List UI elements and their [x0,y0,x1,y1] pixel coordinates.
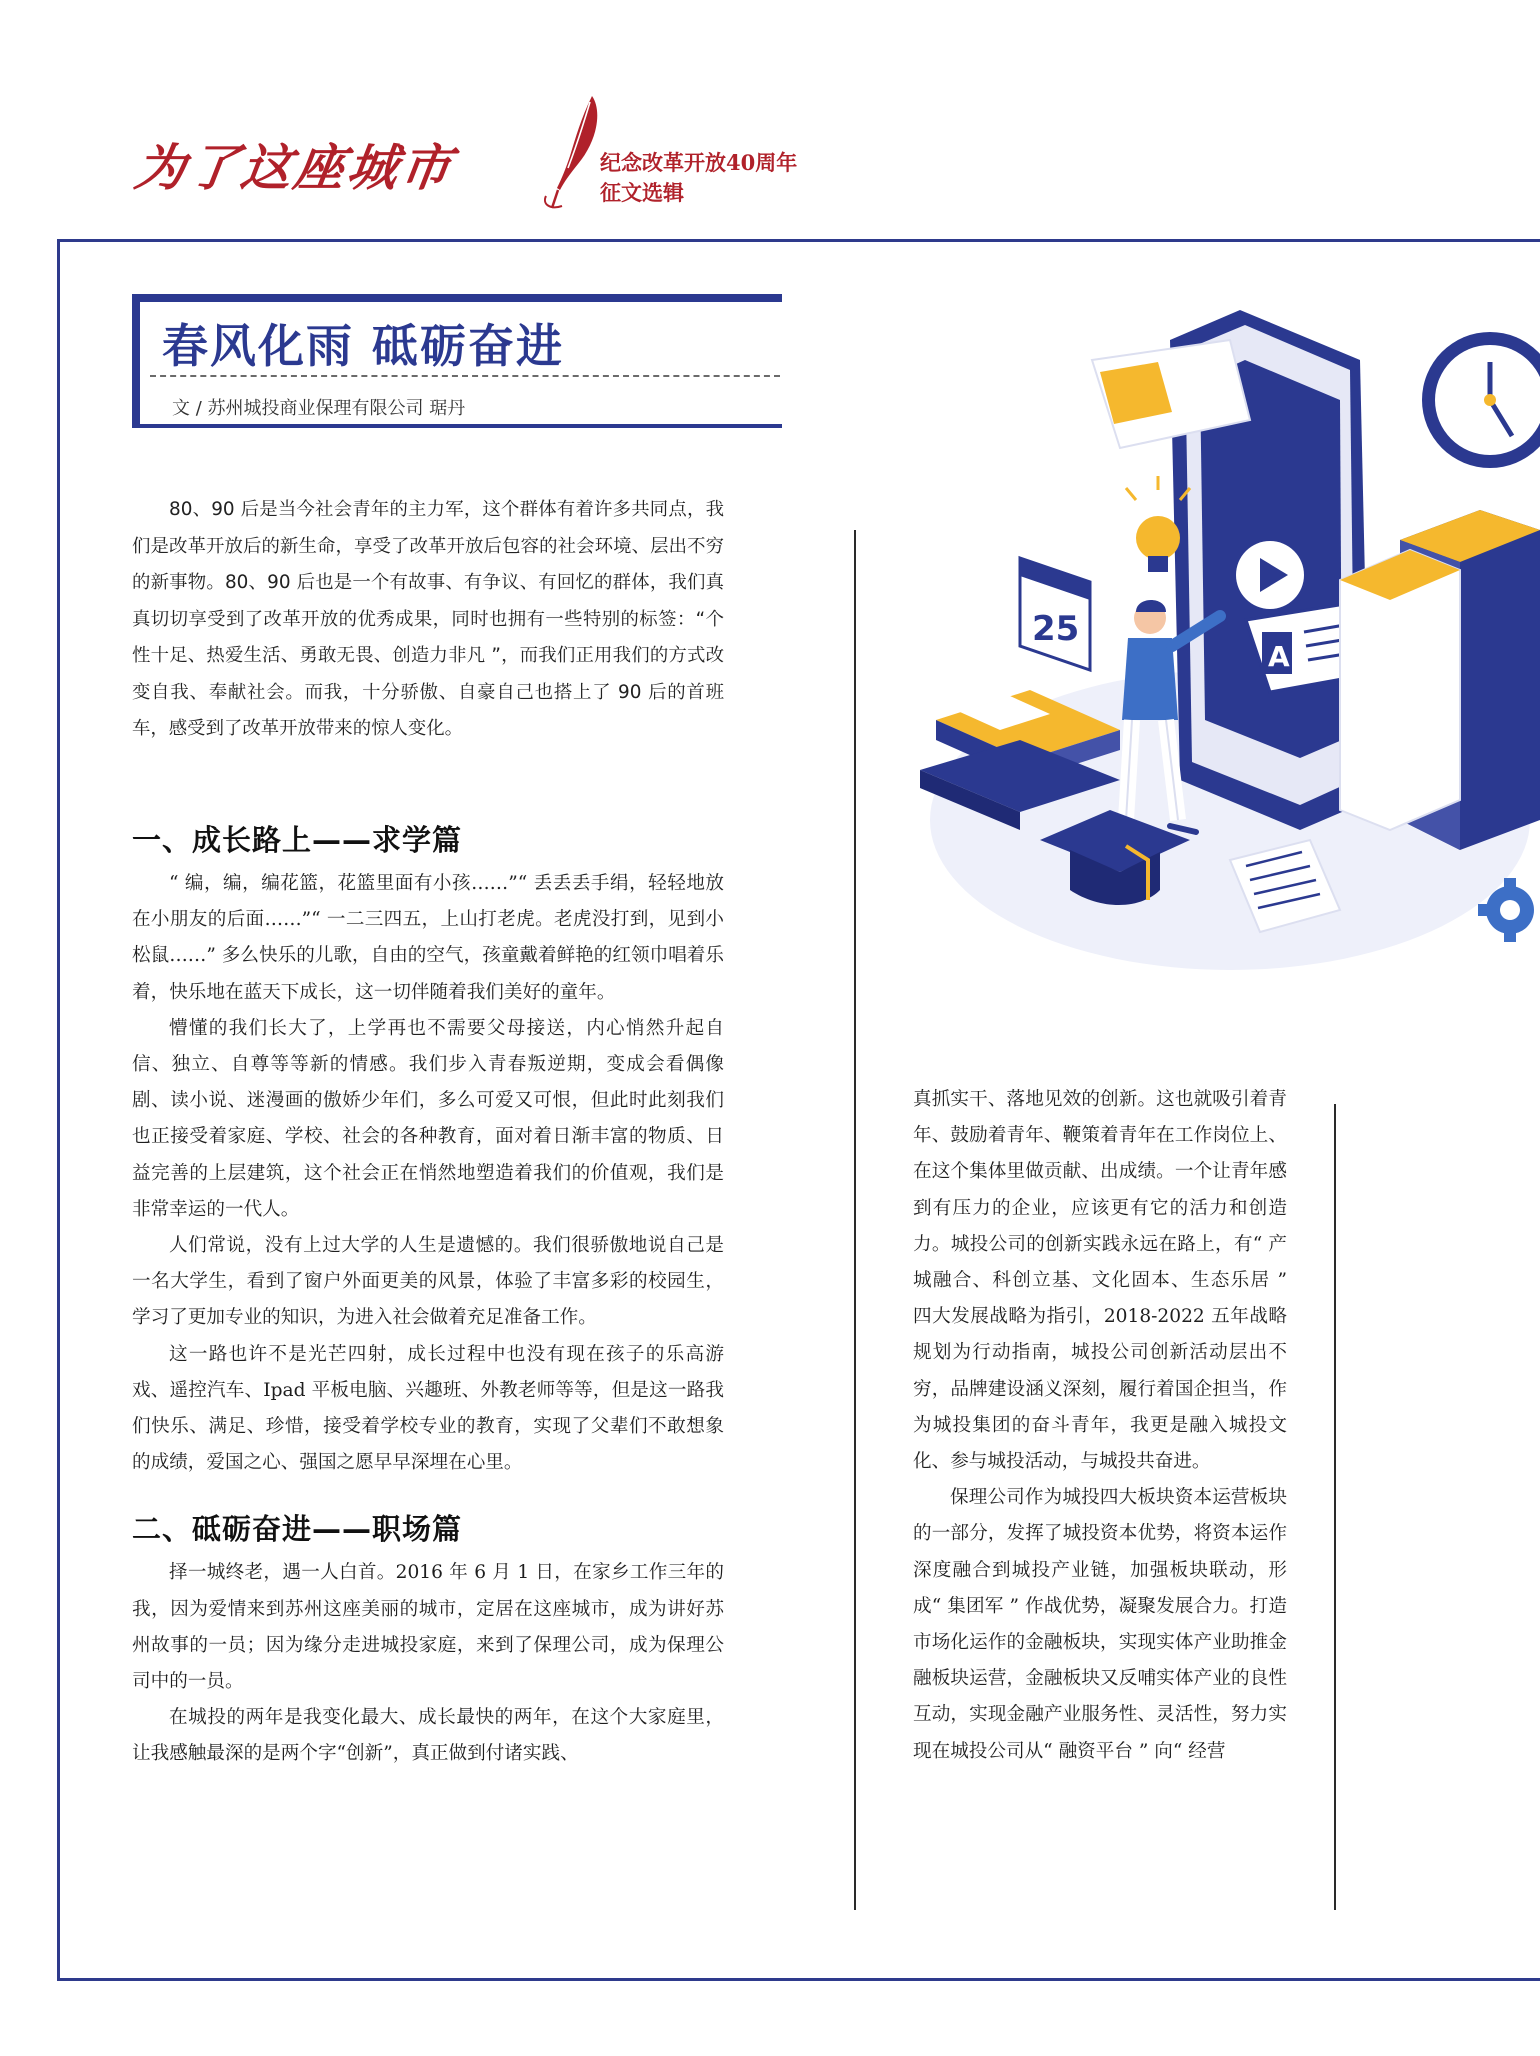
calendar-icon [1020,558,1090,670]
column-divider-left [854,530,856,1910]
section-heading: 二、砥砺奋进——职场篇 [132,1512,463,1547]
right-column [913,1082,1287,1770]
paragraph: 择一城终老，遇一人白首。2016 年 6 月 1 日，在家乡工作三年的我，因为爱情来到苏州这座美丽的城市，定居在这座城市，成为讲好苏州故事的一员；因为缘分走进城投家庭，来到了保理公司，成为保理公司中的一员。 [132,1562,724,1693]
document-letter: A [1268,640,1290,673]
series-title-line-2: 征文选辑 [600,180,684,205]
byline: 文 / 苏州城投商业保理有限公司 琚丹 [172,398,466,419]
series-title [600,148,797,208]
title-dashed-rule [150,375,780,377]
article-title: 春风化雨 砥砺奋进 [162,319,565,373]
calendar-number: 25 [1032,609,1080,649]
paragraph: 懵懂的我们长大了，上学再也不需要父母接送，内心悄然升起自信、独立、自尊等等新的情感。我们步入青春叛逆期，变成会看偶像剧、读小说、迷漫画的傲娇少年们，多么可爱又可恨，但此时此刻我们也正接受着家庭、学校、社会的各种教育，面对着日渐丰富的物质、日益完善的上层建筑，这个社会正在悄然地塑造着我们的价值观，我们是非常幸运的一代人。 [132,1017,724,1220]
brand-calligraphy: 为了这座城市 [131,138,458,197]
clock-icon [1422,332,1540,468]
left-column [132,820,724,1773]
title-left-bar [132,294,140,428]
section-heading: 一、成长路上——求学篇 [132,823,463,857]
paragraph: “ 编，编，编花篮，花篮里面有小孩……”“ 丢丢丢手绢，轻轻地放在小朋友的后面……”“ 一二三四五，上山打老虎。老虎没打到，见到小松鼠……” 多么快乐的儿歌，自由的空气，孩童戴着鲜艳的红领巾唱着乐着，快乐地在蓝天下成长，这一切伴随着我们美好的童年。 [132,873,724,1003]
paragraph: 保理公司作为城投四大板块资本运营板块的一部分，发挥了城投资本优势，将资本运作深度融合到城投产业链，加强板块联动，形成“ 集团军 ” 作战优势，凝聚发展合力。打造市场化运作的金融板块，实现实体产业助推金融板块运营，金融板块又反哺实体产业的良性互动，实现金融产业服务性、灵活性，努力实现在城投公司从“ 融资平台 ” 向“ 经营 [913,1487,1287,1762]
paragraph: 在城投的两年是我变化最大、成长最快的两年，在这个大家庭里，让我感触最深的是两个字“创新”，真正做到付诸实践、 [132,1707,724,1765]
series-title-line-1: 纪念改革开放40周年 [600,150,798,175]
paragraph: 人们常说，没有上过大学的人生是遗憾的。我们很骄傲地说自己是一名大学生，看到了窗户外面更美的风景，体验了丰富多彩的校园生，学习了更加专业的知识，为进入社会做着充足准备工作。 [132,1235,724,1329]
section-1 [132,820,724,1481]
section-body [132,1555,724,1772]
right-column-body [913,1082,1287,1770]
title-bottom-bar [132,424,782,428]
section-2 [132,1509,724,1772]
paragraph: 这一路也许不是光芒四射，成长过程中也没有现在孩子的乐高游戏、遥控汽车、Ipad 平板电脑、兴趣班、外教老师等等，但是这一路我们快乐、满足、珍惜，接受着学校专业的教育，实现了父辈们不敢想象的成绩，爱国之心、强国之愿早早深埋在心里。 [132,1343,724,1474]
intro-paragraph [132,492,724,748]
column-divider-right [1334,1104,1336,1910]
section-body [132,866,724,1481]
binder-books-icon [1340,510,1540,850]
paragraph: 真抓实干、落地见效的创新。这也就吸引着青年、鼓励着青年、鞭策着青年在工作岗位上、在这个集体里做贡献、出成绩。一个让青年感到有压力的企业，应该更有它的活力和创造力。城投公司的创新实践永远在路上，有“ 产城融合、科创立基、文化固本、生态乐居 ” 四大发展战略为指引，2018-2022 五年战略规划为行动指南，城投公司创新活动层出不穷，品牌建设涵义深刻，履行着国企担当，作为城投集团的奋斗青年，我更是融入城投文化、参与城投活动，与城投共奋进。 [913,1089,1287,1473]
intro-text: 80、90 后是当今社会青年的主力军，这个群体有着许多共同点，我们是改革开放后的新生命，享受了改革开放后包容的社会环境、层出不穷的新事物。80、90 后也是一个有故事、有争议、有回忆的群体，我们真真切切享受到了改革开放的优秀成果，同时也拥有一些特别的标签：“个性十足、热爱生活、勇敢无畏、创造力非凡 ”，而我们正用我们的方式改变自我、奉献社会。而我，十分骄傲、自豪自己也搭上了 90 后的首班车，感受到了改革开放带来的惊人变化。 [132,499,724,739]
isometric-education-illustration [900,300,1540,980]
title-top-bar [132,294,782,302]
